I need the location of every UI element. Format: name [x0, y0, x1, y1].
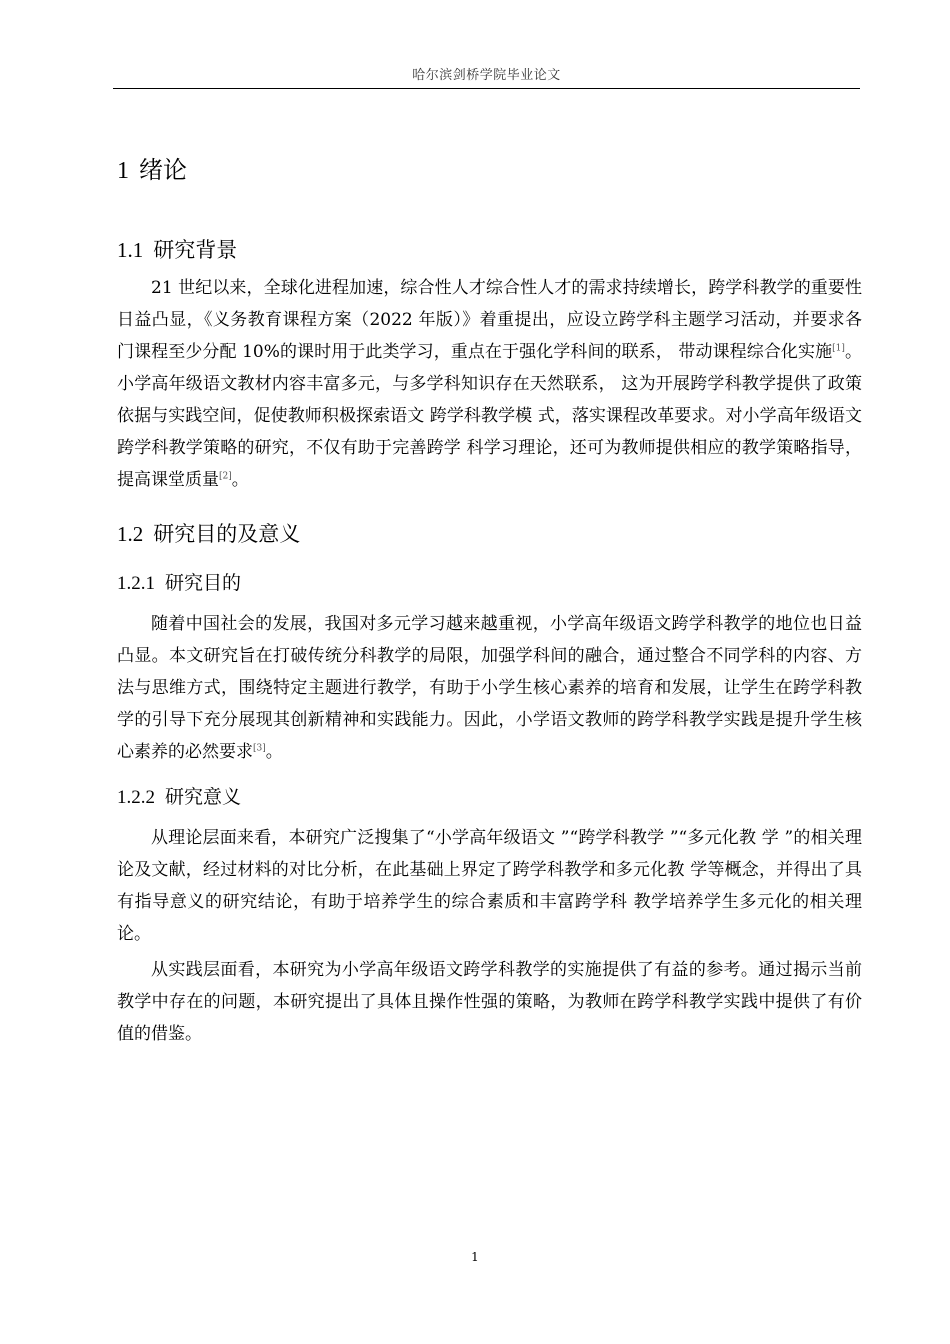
subsection-number: 1.2.1 [117, 573, 155, 594]
section-number: 1.1 [117, 238, 144, 262]
citation-ref[interactable]: [2] [219, 471, 232, 482]
section-heading-1-2 [117, 518, 300, 548]
subsection-heading-1-2-1 [117, 568, 241, 595]
subsection-title: 研究意义 [165, 786, 242, 808]
section-title: 研究背景 [153, 238, 238, 262]
subsection-number: 1.2.2 [117, 787, 155, 808]
paragraph-text: 随着中国社会的发展，我国对多元学习越来越重视，小学高年级语文跨学科教学的地位也日益凸显。本文研究旨在打破传统分科教学的局限，加强学科间的融合，通过整合不同学科的内容、方法与思维方式，围绕特定主题进行教学，有助于小学生核心素养的培育和发展，让学生在跨学科教学的引导下充分展现其创新精神和实践能力。因此，小学语文教师的跨学科教学实践是提升学生核心素养的必然要求 [117, 614, 862, 762]
running-header: 哈尔滨剑桥学院毕业论文 [412, 68, 561, 83]
subsection-heading-1-2-2 [117, 782, 241, 809]
chapter-number: 1 [117, 158, 129, 184]
paragraph-theory: 从理论层面来看，本研究广泛搜集了“小学高年级语文 ”“跨学科教学 ”“多元化教 学 ”的相关理论及文献，经过材料的对比分析，在此基础上界定了跨学科教学和多元化教 学等概念，并得出了具有指导意义的研究结论，有助于培养学生的综合素质和丰富跨学科 教学培养学生多元化的相关理论。 [117, 828, 862, 944]
section-number: 1.2 [117, 522, 144, 546]
paragraph-background [117, 272, 862, 496]
paragraph-text: 21 世纪以来，全球化进程加速，综合性人才综合性人才的需求持续增长，跨学科教学的重要性日益凸显，《义务教育课程方案（2022 年版）》着重提出，应设立跨学科主题学习活动，并要求各门课程至少分配 10%的课时用于此类学习，重点在于强化学科间的联系， 带动课程综合化实施 [117, 278, 862, 362]
paragraph-purpose [117, 608, 862, 768]
header-rule [113, 88, 860, 89]
paragraph-practice: 从实践层面看，本研究为小学高年级语文跨学科教学的实施提供了有益的参考。通过揭示当前教学中存在的问题，本研究提出了具体且操作性强的策略，为教师在跨学科教学实践中提供了有价值的借鉴。 [117, 960, 862, 1044]
citation-ref[interactable]: [1] [832, 343, 845, 354]
citation-ref[interactable]: [3] [253, 743, 266, 754]
paragraph-text: 。小学高年级语文教材内容丰富多元，与多学科知识存在天然联系， 这为开展跨学科教学提供了政策依据与实践空间，促使教师积极探索语文 跨学科教学模 式，落实课程改革要求。对小学高年级语文跨学科教学策略的研究，不仅有助于完善跨学 科学习理论，还可为教师提供相应的教学策略指导，提高课堂质量 [117, 342, 863, 490]
chapter-heading [117, 150, 187, 185]
section-heading-1-1 [117, 234, 237, 264]
section-title: 研究目的及意义 [153, 522, 301, 546]
paragraph-text: 。 [265, 742, 283, 762]
subsection-title: 研究目的 [165, 572, 242, 594]
chapter-title: 绪论 [139, 156, 187, 184]
paragraph-text: 。 [231, 470, 249, 490]
page-number: 1 [471, 1250, 479, 1264]
